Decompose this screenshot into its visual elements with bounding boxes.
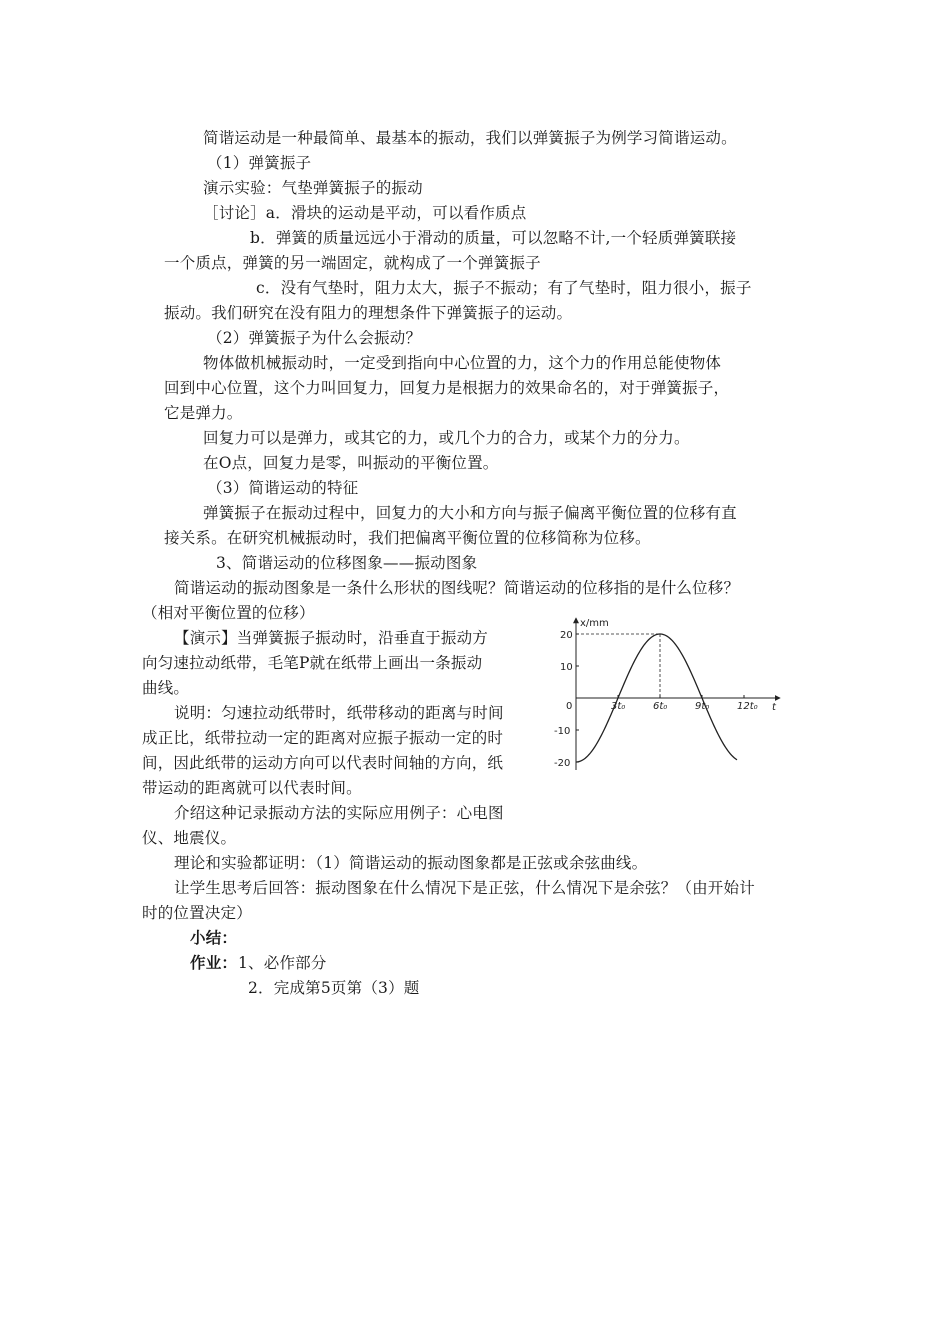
text-line: 曲线。 [142,679,190,697]
y-tick-label: -20 [554,758,571,769]
text-line: b．弹簧的质量远远小于滑动的质量，可以忽略不计,一个轻质弹簧联接 [250,229,737,247]
text-line: 回复力可以是弹力，或其它的力，或几个力的合力，或某个力的分力。 [203,429,690,447]
text-line: 带运动的距离就可以代表时间。 [142,779,362,797]
text-line: 理论和实验都证明：（1）简谐运动的振动图象都是正弦或余弦曲线。 [174,854,648,872]
text-line: 仪、地震仪。 [142,829,237,847]
text-line: 它是弹力。 [164,404,243,422]
text-line: 让学生思考后回答：振动图象在什么情况下是正弦，什么情况下是余弦？（由开始计 [174,879,755,897]
homework-label: 作业： [190,953,238,972]
y-tick-label: 10 [560,662,573,673]
text-line: 间，因此纸带的运动方向可以代表时间轴的方向，纸 [142,754,504,772]
text-line: 一个质点，弹簧的另一端固定，就构成了一个弹簧振子 [164,254,541,272]
text-line: 说明：匀速拉动纸带时，纸带移动的距离与时间 [174,704,504,722]
text-line: 演示实验：气垫弹簧振子的振动 [203,179,423,197]
x-axis-label: t [772,702,776,713]
y-axis-label: x/mm [580,618,609,629]
x-tick-label: 12t₀ [737,701,758,712]
summary-label: 小结： [190,928,238,947]
text-line: 物体做机械振动时，一定受到指向中心位置的力，这个力的作用总能使物体 [203,354,722,372]
text-line: 时的位置决定） [142,904,252,922]
text-line: 在O点，回复力是零，叫振动的平衡位置。 [203,454,499,472]
text-line: ［讨论］a．滑块的运动是平动，可以看作质点 [203,204,527,222]
text-line: （相对平衡位置的位移） [142,604,315,622]
text-line: 【演示】当弹簧振子振动时，沿垂直于振动方 [174,629,489,647]
text-line: 1、必作部分 [238,954,327,972]
x-tick-label: 9t₀ [695,701,710,712]
x-tick-label: 3t₀ [611,701,626,712]
origin-label: 0 [566,701,573,712]
text-line: 振动。我们研究在没有阻力的理想条件下弹簧振子的运动。 [164,304,573,322]
text-line: 介绍这种记录振动方法的实际应用例子：心电图 [174,804,504,822]
text-line: 简谐运动是一种最简单、最基本的振动，我们以弹簧振子为例学习简谐运动。 [203,129,737,147]
y-tick-label: 20 [560,630,573,641]
text-line: （1）弹簧振子 [207,154,312,172]
text-line: 2．完成第5页第（3）题 [248,979,420,997]
text-line: （3）简谐运动的特征 [207,479,359,497]
section-heading: 3、简谐运动的位移图象——振动图象 [216,554,478,572]
vibration-graph [548,614,788,772]
text-line: c．没有气垫时，阻力太大，振子不振动；有了气垫时，阻力很小，振子 [256,279,752,297]
text-line: 简谐运动的振动图象是一条什么形状的图线呢？简谐运动的位移指的是什么位移？ [174,579,740,597]
x-tick-label: 6t₀ [653,701,668,712]
text-line: 回到中心位置，这个力叫回复力，回复力是根据力的效果命名的，对于弹簧振子， [164,379,730,397]
text-line: 弹簧振子在振动过程中，回复力的大小和方向与振子偏离平衡位置的位移有直 [203,504,737,522]
text-line: 向匀速拉动纸带，毛笔P就在纸带上画出一条振动 [142,654,483,672]
text-line: 接关系。在研究机械振动时，我们把偏离平衡位置的位移简称为位移。 [164,529,651,547]
y-tick-label: -10 [554,726,571,737]
text-line: （2）弹簧振子为什么会振动？ [207,329,422,347]
text-line: 成正比，纸带拉动一定的距离对应振子振动一定的时 [142,729,504,747]
